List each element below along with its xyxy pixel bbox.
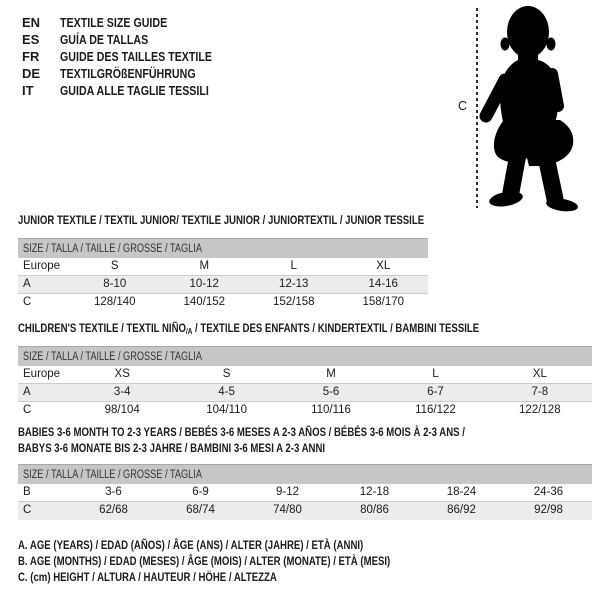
language-list xyxy=(22,14,245,99)
size-cell: 74/80 xyxy=(273,504,302,516)
table-rows xyxy=(18,366,592,420)
junior-size-table xyxy=(18,238,428,312)
size-cell: L xyxy=(290,260,297,272)
size-cell: 140/152 xyxy=(183,296,226,308)
table-row xyxy=(18,258,428,276)
language-code: ES xyxy=(22,32,40,47)
size-cell: 12-18 xyxy=(359,486,390,498)
section-title-text: CHILDREN'S TEXTILE / TEXTIL NIÑO xyxy=(18,321,186,335)
language-row xyxy=(22,82,245,99)
size-header-label: SIZE / TALLA / TAILLE / GRÖSSE / TAGLIA xyxy=(23,243,202,255)
language-title: GUIDE DES TAILLES TEXTILE xyxy=(60,49,213,64)
size-cell: S xyxy=(110,260,119,272)
row-label: B xyxy=(23,486,31,498)
language-row xyxy=(22,31,245,48)
language-code: EN xyxy=(22,15,41,30)
row-label: C xyxy=(23,404,32,416)
size-cell: 98/104 xyxy=(104,404,140,416)
row-label: Europe xyxy=(23,260,61,272)
section-title-line-2: BABYS 3-6 MONATE BIS 2-3 JAHRE / BAMBINI 3-6 MESI A 2-3 ANNI xyxy=(18,441,326,455)
size-cell: 122/128 xyxy=(519,404,561,416)
size-cell: 9-12 xyxy=(275,486,300,498)
table-row xyxy=(18,502,592,520)
legend-notes xyxy=(18,537,483,585)
language-title: GUÍA DE TALLAS xyxy=(60,32,149,47)
size-header-bar xyxy=(18,346,592,366)
language-row xyxy=(22,65,245,82)
table-row xyxy=(18,366,592,384)
section-title-children xyxy=(18,320,479,338)
table-rows xyxy=(18,484,592,520)
size-cell: 80/86 xyxy=(360,504,389,516)
size-cell: 7-8 xyxy=(531,386,549,398)
size-cell: XL xyxy=(532,368,547,380)
table-row xyxy=(18,484,592,502)
language-code: IT xyxy=(22,83,34,98)
language-row xyxy=(22,48,245,65)
size-cell: 6-9 xyxy=(192,486,209,498)
size-cell: 92/98 xyxy=(534,504,563,516)
section-title-junior: JUNIOR TEXTILE / TEXTIL JUNIOR/ TEXTILE JUNIOR / JUNIORTEXTIL / JUNIOR TESSILE xyxy=(18,213,425,227)
section-title-line-1: BABIES 3-6 MONTH TO 2-3 YEARS / BEBÉS 3-6 MESES A 2-3 AÑOS / BÉBÉS 3-6 MOIS À 2-3 ANS / xyxy=(18,425,465,439)
children-size-table xyxy=(18,346,592,420)
table-row xyxy=(18,384,592,402)
size-cell: 128/140 xyxy=(93,296,136,308)
size-cell: 104/110 xyxy=(206,404,247,416)
baby-figure xyxy=(452,0,600,215)
size-cell: L xyxy=(432,368,439,380)
language-title: GUIDA ALLE TAGLIE TESSILI xyxy=(60,83,209,98)
size-header-bar xyxy=(18,464,592,484)
legend-note: A. AGE (YEARS) / EDAD (AÑOS) / ÂGE (ANS) / ALTER (JAHRE) / ETÀ (ANNI) xyxy=(18,538,364,552)
section-title-text: / TEXTILE DES ENFANTS / KINDERTEXTIL / BAMBINI TESSILE xyxy=(192,321,480,335)
row-label: A xyxy=(23,386,31,398)
language-title: TEXTILGRÖßENFÜHRUNG xyxy=(60,66,196,81)
size-cell: M xyxy=(199,260,210,272)
size-cell: 4-5 xyxy=(218,386,235,398)
size-cell: 68/74 xyxy=(186,504,215,516)
figure-height-label: C xyxy=(458,99,468,113)
size-cell: S xyxy=(222,368,231,380)
language-code: FR xyxy=(22,49,40,64)
table-row xyxy=(18,294,428,312)
size-cell: 3-4 xyxy=(113,386,131,398)
size-header-label: SIZE / TALLA / TAILLE / GRÖSSE / TAGLIA xyxy=(23,469,202,481)
size-cell: 86/92 xyxy=(447,504,476,516)
size-cell: M xyxy=(326,368,336,380)
size-cell: 12-13 xyxy=(279,278,309,290)
size-cell: 116/122 xyxy=(415,404,456,416)
size-header-label: SIZE / TALLA / TAILLE / GRÖSSE / TAGLIA xyxy=(23,351,202,363)
table-row xyxy=(18,276,428,294)
row-label: C xyxy=(23,504,32,516)
size-cell: 24-36 xyxy=(533,486,564,498)
legend-note: C. (cm) HEIGHT / ALTURA / HAUTEUR / HÖHE / ALTEZZA xyxy=(18,570,277,584)
row-label: Europe xyxy=(23,368,61,380)
section-title-babies xyxy=(18,424,465,456)
table-rows xyxy=(18,258,428,312)
size-cell: XL xyxy=(376,260,391,272)
size-cell: 3-6 xyxy=(105,486,122,498)
row-label: A xyxy=(23,278,31,290)
size-cell: 110/116 xyxy=(311,404,351,416)
baby-silhouette-icon xyxy=(478,2,598,212)
size-cell: XS xyxy=(114,368,130,380)
language-title: TEXTILE SIZE GUIDE xyxy=(60,15,168,30)
size-cell: 10-12 xyxy=(189,278,219,290)
size-cell: 18-24 xyxy=(446,486,477,498)
size-cell: 5-6 xyxy=(322,386,340,398)
legend-note: B. AGE (MONTHS) / EDAD (MESES) / ÂGE (MOIS) / ALTER (MONATE) / ETÀ (MESI) xyxy=(18,554,391,568)
size-cell: 14-16 xyxy=(368,278,398,290)
size-cell: 62/68 xyxy=(99,504,128,516)
size-cell: 8-10 xyxy=(103,278,127,290)
language-row xyxy=(22,14,245,31)
size-cell: 158/170 xyxy=(362,296,405,308)
size-cell: 6-7 xyxy=(427,386,444,398)
section-title-subscript: /A xyxy=(185,327,193,336)
language-code: DE xyxy=(22,66,41,81)
row-label: C xyxy=(23,296,32,308)
size-header-bar xyxy=(18,238,428,258)
babies-size-table xyxy=(18,464,592,520)
size-cell: 152/158 xyxy=(272,296,315,308)
table-row xyxy=(18,402,592,420)
